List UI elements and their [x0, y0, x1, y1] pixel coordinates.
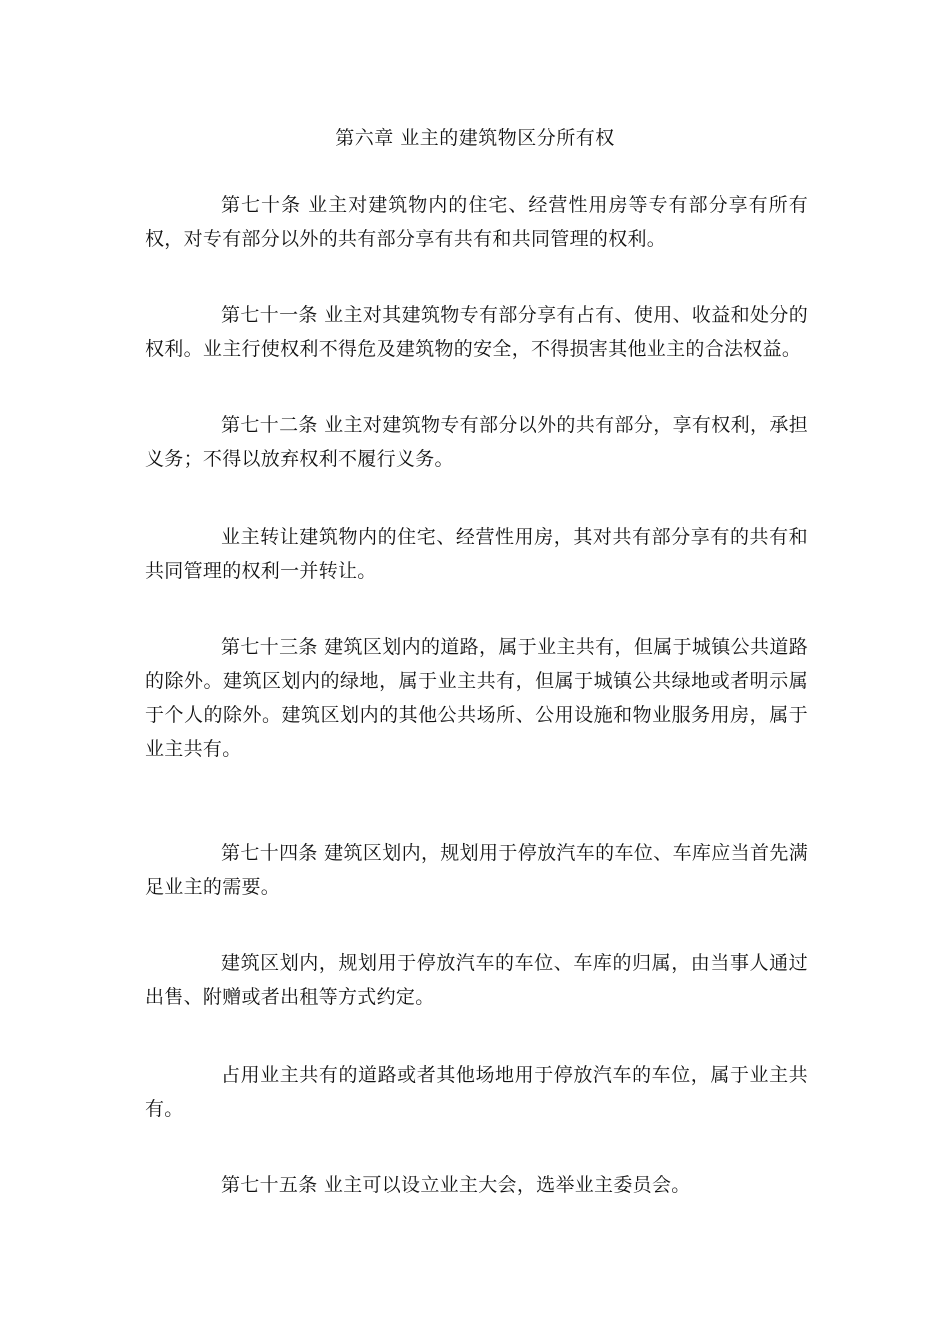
article-74-paragraph-3: 占用业主共有的道路或者其他场地用于停放汽车的车位，属于业主共有。 [145, 1064, 808, 1120]
article-70: 第七十条 业主对建筑物内的住宅、经营性用房等专有部分享有所有权，对专有部分以外的共有部分享有共有和共同管理的权利。 [145, 194, 808, 250]
article-72: 第七十二条 业主对建筑物专有部分以外的共有部分，享有权利，承担义务；不得以放弃权利不履行义务。 [145, 414, 808, 470]
article-72-paragraph-2: 业主转让建筑物内的住宅、经营性用房，其对共有部分享有的共有和共同管理的权利一并转让。 [145, 526, 808, 582]
chapter-title: 第六章 业主的建筑物区分所有权 [335, 127, 615, 149]
article-74: 第七十四条 建筑区划内，规划用于停放汽车的车位、车库应当首先满足业主的需要。 [145, 842, 808, 898]
article-73: 第七十三条 建筑区划内的道路，属于业主共有，但属于城镇公共道路的除外。建筑区划内的绿地，属于业主共有，但属于城镇公共绿地或者明示属于个人的除外。建筑区划内的其他公共场所、公用设施和物业服务用房，属于业主共有。 [145, 636, 808, 760]
article-74-paragraph-2: 建筑区划内，规划用于停放汽车的车位、车库的归属，由当事人通过出售、附赠或者出租等方式约定。 [145, 952, 808, 1008]
article-75: 第七十五条 业主可以设立业主大会，选举业主委员会。 [221, 1174, 691, 1196]
article-71: 第七十一条 业主对其建筑物专有部分享有占有、使用、收益和处分的权利。业主行使权利不得危及建筑物的安全，不得损害其他业主的合法权益。 [145, 304, 808, 360]
